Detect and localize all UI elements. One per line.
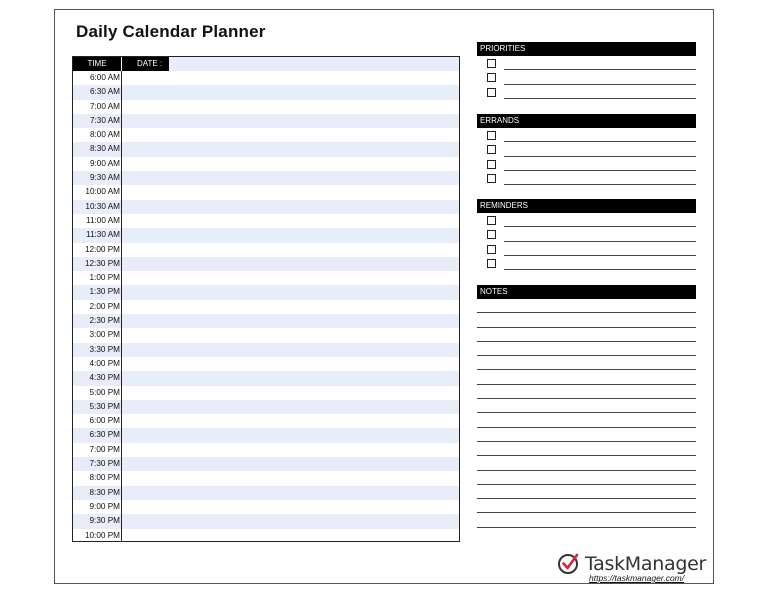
time-slot-label: 2:00 PM	[89, 301, 120, 311]
errands-header: ERRANDS	[477, 114, 696, 128]
errand-item	[477, 142, 696, 156]
time-slot-label: 5:30 PM	[89, 401, 120, 411]
page-title: Daily Calendar Planner	[76, 22, 266, 41]
errand-item	[477, 171, 696, 185]
errand-item	[477, 157, 696, 171]
time-slot-label: 10:30 AM	[85, 201, 120, 211]
errands-list	[477, 128, 696, 185]
priority-checkbox[interactable]	[487, 73, 496, 82]
brand-footer	[557, 549, 707, 585]
brand-url-link[interactable]: https://taskmanager.com/	[589, 573, 685, 583]
schedule-row[interactable]	[73, 157, 459, 171]
brand-name: TaskManager	[585, 553, 706, 575]
time-column-divider	[121, 71, 122, 541]
time-slot-label: 9:00 PM	[89, 501, 120, 511]
schedule-rows	[73, 71, 459, 543]
time-slot-label: 1:30 PM	[89, 287, 120, 297]
schedule-row[interactable]	[73, 314, 459, 328]
schedule-row[interactable]	[73, 85, 459, 99]
time-slot-label: 9:30 AM	[89, 173, 120, 183]
priority-item	[477, 70, 696, 84]
schedule-row[interactable]	[73, 257, 459, 271]
reminder-item	[477, 256, 696, 270]
reminder-writing-line[interactable]	[504, 269, 696, 270]
time-slot-label: 5:00 PM	[89, 387, 120, 397]
schedule-row[interactable]	[73, 171, 459, 185]
date-field[interactable]	[169, 57, 459, 71]
schedule-row[interactable]	[73, 414, 459, 428]
reminder-item	[477, 213, 696, 227]
notes-header: NOTES	[477, 285, 696, 299]
time-slot-label: 8:00 AM	[89, 130, 120, 140]
schedule-row[interactable]	[73, 357, 459, 371]
reminder-checkbox[interactable]	[487, 216, 496, 225]
schedule-row[interactable]	[73, 486, 459, 500]
time-slot-label: 6:00 PM	[89, 416, 120, 426]
schedule-row[interactable]	[73, 514, 459, 528]
schedule-row[interactable]	[73, 185, 459, 199]
priority-checkbox[interactable]	[487, 59, 496, 68]
time-slot-label: 6:30 PM	[89, 430, 120, 440]
schedule-row[interactable]	[73, 228, 459, 242]
time-slot-label: 3:30 PM	[89, 344, 120, 354]
reminder-checkbox[interactable]	[487, 230, 496, 239]
notes-writing-line[interactable]	[477, 485, 696, 499]
schedule-header	[73, 57, 459, 71]
schedule-row[interactable]	[73, 114, 459, 128]
time-slot-label: 12:00 PM	[84, 244, 120, 254]
time-slot-label: 9:30 PM	[89, 516, 120, 526]
notes-writing-line[interactable]	[477, 313, 696, 327]
notes-writing-line[interactable]	[477, 513, 696, 527]
notes-writing-line[interactable]	[477, 413, 696, 427]
time-slot-label: 8:00 PM	[89, 473, 120, 483]
errands-section	[477, 114, 696, 185]
errand-writing-line[interactable]	[504, 184, 696, 185]
schedule-table	[72, 56, 460, 542]
notes-writing-line[interactable]	[477, 499, 696, 513]
notes-writing-line[interactable]	[477, 299, 696, 313]
schedule-row[interactable]	[73, 400, 459, 414]
schedule-row[interactable]	[73, 100, 459, 114]
time-slot-label: 1:00 PM	[89, 273, 120, 283]
reminder-checkbox[interactable]	[487, 245, 496, 254]
priorities-header: PRIORITIES	[477, 42, 696, 56]
time-slot-label: 10:00 PM	[84, 530, 120, 540]
errand-item	[477, 128, 696, 142]
notes-writing-line[interactable]	[477, 370, 696, 384]
time-slot-label: 11:30 AM	[86, 230, 120, 240]
errand-checkbox[interactable]	[487, 160, 496, 169]
notes-writing-line[interactable]	[477, 356, 696, 370]
time-slot-label: 7:30 PM	[89, 459, 120, 469]
time-slot-label: 6:30 AM	[89, 87, 120, 97]
notes-writing-line[interactable]	[477, 456, 696, 470]
schedule-row[interactable]	[73, 142, 459, 156]
time-slot-label: 9:00 AM	[89, 158, 120, 168]
schedule-row[interactable]	[73, 285, 459, 299]
schedule-row[interactable]	[73, 243, 459, 257]
taskmanager-logo-icon	[557, 551, 581, 575]
priorities-list	[477, 56, 696, 99]
priorities-section	[477, 42, 696, 99]
schedule-row[interactable]	[73, 200, 459, 214]
time-slot-label: 10:00 AM	[85, 187, 120, 197]
reminder-checkbox[interactable]	[487, 259, 496, 268]
schedule-row[interactable]	[73, 443, 459, 457]
time-slot-label: 8:30 PM	[89, 487, 120, 497]
time-slot-label: 7:00 AM	[89, 101, 120, 111]
notes-writing-line[interactable]	[477, 328, 696, 342]
priority-writing-line[interactable]	[504, 98, 696, 99]
schedule-row[interactable]	[73, 328, 459, 342]
time-column-header: TIME	[73, 57, 121, 71]
time-slot-label: 8:30 AM	[89, 144, 120, 154]
notes-writing-line[interactable]	[477, 342, 696, 356]
time-slot-label: 11:00 AM	[86, 215, 120, 225]
time-slot-label: 2:30 PM	[89, 316, 120, 326]
notes-writing-line[interactable]	[477, 471, 696, 485]
errand-checkbox[interactable]	[487, 174, 496, 183]
schedule-row[interactable]	[73, 428, 459, 442]
errand-checkbox[interactable]	[487, 145, 496, 154]
priority-item	[477, 85, 696, 99]
time-slot-label: 6:00 AM	[89, 73, 120, 82]
schedule-row[interactable]	[73, 386, 459, 400]
schedule-row[interactable]	[73, 271, 459, 285]
time-slot-label: 4:00 PM	[89, 358, 120, 368]
schedule-row[interactable]	[73, 214, 459, 228]
errand-checkbox[interactable]	[487, 131, 496, 140]
time-slot-label: 12:30 PM	[84, 258, 120, 268]
notes-writing-line[interactable]	[477, 442, 696, 456]
notes-writing-line[interactable]	[477, 385, 696, 399]
schedule-row[interactable]	[73, 371, 459, 385]
notes-lines	[477, 299, 696, 528]
schedule-row[interactable]	[73, 300, 459, 314]
notes-section	[477, 285, 696, 528]
time-slot-label: 3:00 PM	[89, 330, 120, 340]
schedule-row[interactable]	[73, 128, 459, 142]
reminder-item	[477, 242, 696, 256]
schedule-row[interactable]	[73, 457, 459, 471]
time-slot-label: 4:30 PM	[89, 373, 120, 383]
date-label: DATE :	[122, 57, 169, 71]
reminder-item	[477, 227, 696, 241]
schedule-row[interactable]	[73, 471, 459, 485]
reminders-list	[477, 213, 696, 270]
time-slot-label: 7:00 PM	[89, 444, 120, 454]
schedule-row[interactable]	[73, 529, 459, 543]
schedule-row[interactable]	[73, 500, 459, 514]
priority-checkbox[interactable]	[487, 88, 496, 97]
reminders-header: REMINDERS	[477, 199, 696, 213]
time-slot-label: 7:30 AM	[89, 115, 120, 125]
notes-writing-line[interactable]	[477, 399, 696, 413]
priority-item	[477, 56, 696, 70]
notes-writing-line[interactable]	[477, 428, 696, 442]
schedule-row[interactable]	[73, 343, 459, 357]
schedule-row[interactable]	[73, 71, 459, 85]
reminders-section	[477, 199, 696, 270]
